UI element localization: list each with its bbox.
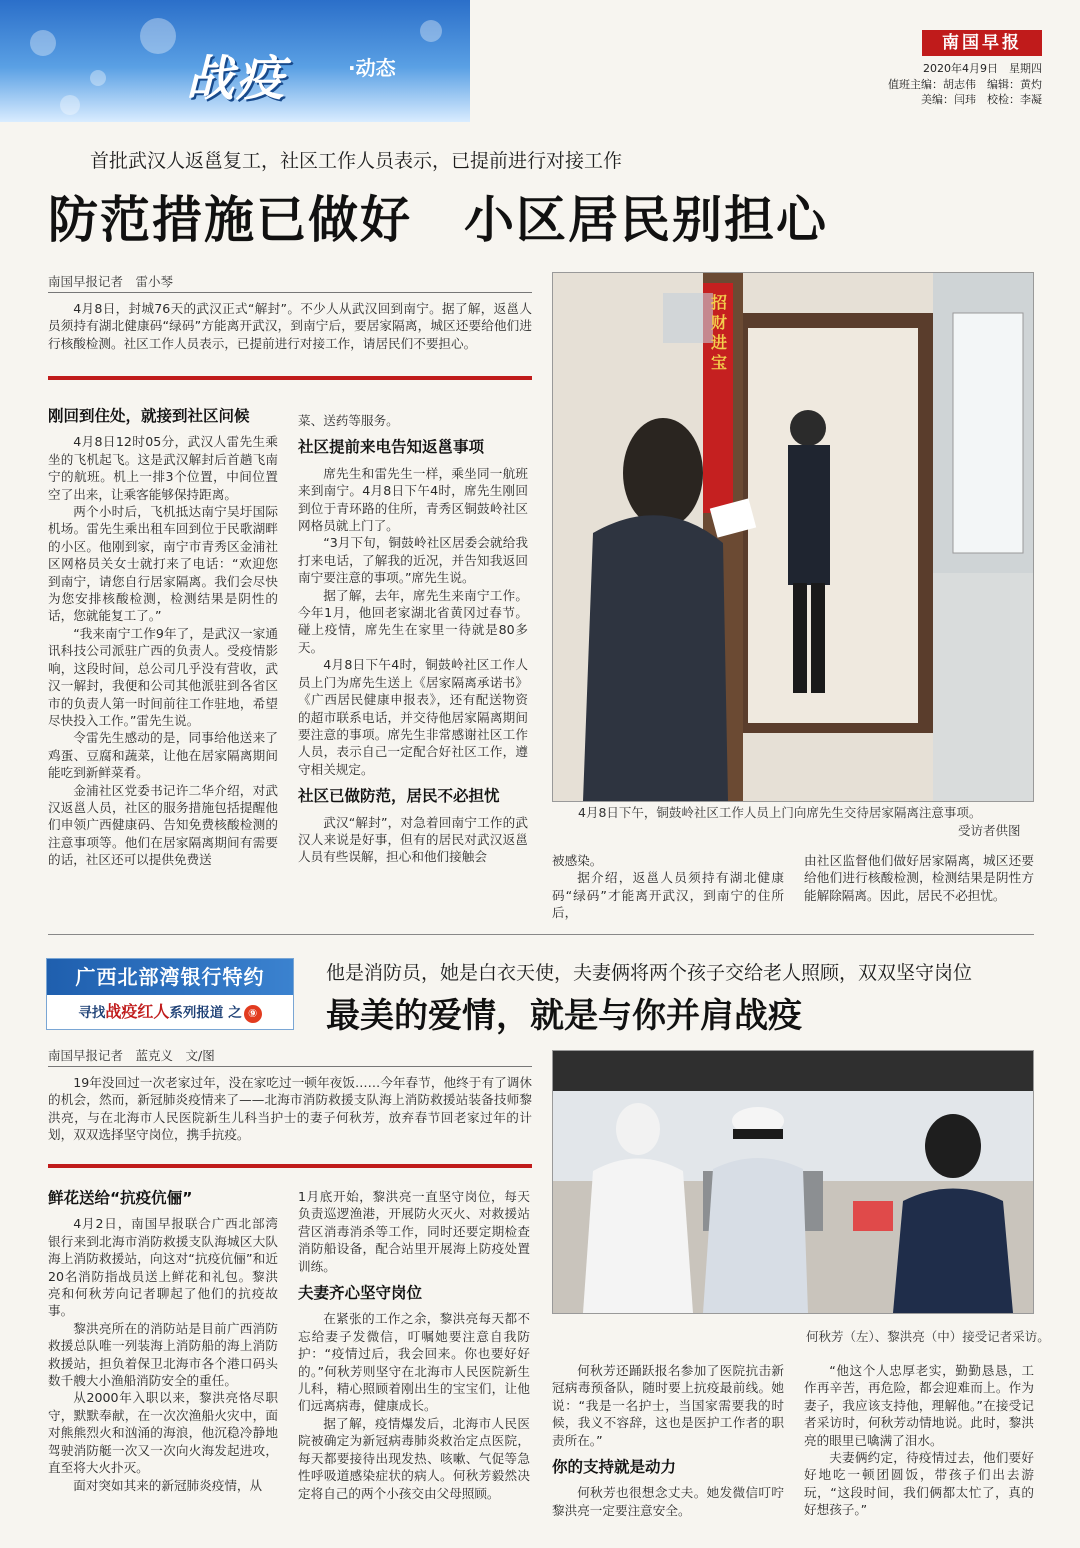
section-red-rule xyxy=(48,1164,532,1168)
section-title: 战疫 xyxy=(186,51,287,107)
paragraph: 从2000年入职以来，黎洪亮恪尽职守，默默奉献，在一次次渔船火灾中，面对熊熊烈火和汹涌的海浪，他沉稳冷静地驾驶消防艇一次又一次向火海发起进攻，直至将大火扑灭。 xyxy=(48,1390,278,1476)
article2-column-2 xyxy=(298,1188,530,1502)
paragraph: 何秋芳还踊跃报名参加了医院抗击新冠病毒预备队，随时要上抗疫最前线。她说：“我是一名护士，当国家需要我的时候，我义不容辞，这也是医护工作者的职责所在。” xyxy=(552,1363,784,1448)
article2-photo xyxy=(552,1050,1034,1314)
paragraph: 金浦社区党委书记许二华介绍，对武汉返邕人员，社区的服务措施包括提醒他们申领广西健康码、告知免费核酸检测的注意事项等。他们在居家隔离期间有需要的话，社区还可以提供免费送 xyxy=(48,782,278,868)
paragraph: 令雷先生感动的是，同事给他送来了鸡蛋、豆腐和蔬菜，让他在居家隔离期间能吃到新鲜菜肴。 xyxy=(48,730,278,781)
paragraph: 据了解，去年，席先生来南宁工作。今年1月，他回老家湖北省黄冈过春节。碰上疫情，席先生在家里一待就是80多天。 xyxy=(298,587,528,655)
article2-column-3 xyxy=(552,1362,784,1519)
paragraph: 由社区监督他们做好居家隔离，城区还要给他们进行核酸检测，检测结果是阴性方能解除隔离。因此，居民不必担忧。 xyxy=(804,853,1034,903)
article1-photo-credit: 受访者供图 xyxy=(958,823,1021,838)
lead-paragraph: 19年没回过一次老家过年，没在家吃过一顿年夜饭……今年春节，他终于有了调休的机会，然而，新冠肺炎疫情来了——北海市消防救援支队海上消防救援站装备技师黎洪亮，与在北海市人民医院新生儿科当护士的妻子何秋芳，放弃春节回老家过年的计划，双双选择坚守岗位，携手抗疫。 xyxy=(48,1075,532,1143)
article2-deck: 他是消防员，她是白衣天使，夫妻俩将两个孩子交给老人照顾，双双坚守岗位 xyxy=(326,962,973,984)
paragraph: 据了解，疫情爆发后，北海市人民医院被确定为新冠病毒肺炎救治定点医院，每天都要接待出现发热、咳嗽、气促等急性呼吸道感染症状的病人。何秋芳毅然决定将自己的两个小孩交由父母照顾。 xyxy=(298,1415,530,1501)
photo-illustration xyxy=(553,1051,1033,1313)
sponsor-box xyxy=(46,958,294,1030)
series-suffix: 系列报道 xyxy=(169,1005,224,1021)
series-prefix: 寻找 xyxy=(78,1005,106,1021)
paragraph: 武汉“解封”，对急着回南宁工作的武汉人来说是好事，但有的居民对武汉返邕人员有些误解，担心和他们接触会 xyxy=(298,814,528,865)
series-number: ⑨ xyxy=(244,1005,262,1023)
paragraph: 被感染。 xyxy=(552,853,603,868)
byline-divider xyxy=(48,292,532,293)
article1-photo-caption: 4月8日下午，铜鼓岭社区工作人员上门向席先生交待居家隔离注意事项。 xyxy=(578,805,982,820)
photo-illustration xyxy=(553,273,1033,801)
editor-credits: 值班主编：胡志伟 编辑：黄灼 xyxy=(888,78,1042,91)
paragraph: 席先生和雷先生一样，乘坐同一航班来到南宁。4月8日下午4时，席先生刚回到位于青环路的住所，青秀区铜鼓岭社区网格员就上门了。 xyxy=(298,465,528,534)
article1-deck: 首批武汉人返邕复工，社区工作人员表示，已提前进行对接工作 xyxy=(90,150,623,172)
paper-logo: 南国早报 xyxy=(922,30,1042,56)
article1-photo xyxy=(552,272,1034,802)
door-couplet: 招财进宝 xyxy=(711,293,728,372)
art-credits: 美编：闫玮 校检：李凝 xyxy=(921,93,1042,106)
series-of: 之 xyxy=(228,1005,242,1021)
article2-lead xyxy=(48,1074,532,1144)
series-highlight: 战疫红人 xyxy=(105,1002,170,1021)
paragraph: 4月2日，南国早报联合广西北部湾银行来到北海市消防救援支队海城区大队海上消防救援站，向这对“抗疫伉俪”和近20名消防指战员送上鲜花和礼包。黎洪亮和何秋芳向记者聊起了他们的抗疫故事。 xyxy=(48,1216,278,1319)
article2-headline: 最美的爱情，就是与你并肩战疫 xyxy=(326,996,802,1036)
subheading: 鲜花送给“抗疫伉俪” xyxy=(48,1189,193,1207)
article1-byline: 南国早报记者 雷小琴 xyxy=(48,274,174,289)
paragraph: 夫妻俩约定，待疫情过去，他们要好好地吃一顿团圆饭，带孩子们出去游玩，“这段时间，我们俩都太忙了，真的好想孩子。” xyxy=(804,1450,1034,1518)
subheading: 你的支持就是动力 xyxy=(552,1458,677,1477)
paragraph: “3月下旬，铜鼓岭社区居委会就给我打来电话，了解我的近况，并告知我返回南宁要注意的事项。”席先生说。 xyxy=(298,535,528,586)
subheading: 夫妻齐心坚守岗位 xyxy=(298,1284,423,1303)
paragraph: 何秋芳也很想念丈夫。她发微信叮咛黎洪亮一定要注意安全。 xyxy=(552,1485,784,1518)
series-label xyxy=(47,999,293,1023)
subheading: 刚回到住处，就接到社区问候 xyxy=(48,407,250,425)
paragraph: 1月底开始，黎洪亮一直坚守岗位，每天负责巡逻渔港，开展防火灭火、对救援站营区消毒消杀等工作，同时还要定期检查消防船设备，配合站里开展海上防疫处置训练。 xyxy=(298,1189,530,1274)
paragraph: 据介绍，返邕人员须持有湖北健康码“绿码”才能离开武汉，到南宁的住所后， xyxy=(552,870,784,921)
paragraph: 4月8日12时05分，武汉人雷先生乘坐的飞机起飞。这是武汉解封后首趟飞南宁的航班。机上一排3个位置，中间位置空了出来，让乘客能够保持距离。 xyxy=(48,434,278,502)
article2-photo-caption: 何秋芳（左）、黎洪亮（中）接受记者采访。 xyxy=(806,1329,1050,1344)
paragraph: 菜、送药等服务。 xyxy=(298,413,399,428)
subheading: 社区提前来电告知返邕事项 xyxy=(298,438,485,457)
section-red-rule xyxy=(48,376,532,380)
paragraph: 4月8日下午4时，铜鼓岭社区工作人员上门为席先生送上《居家隔离承诺书》《广西居民健康申报表》，还有配送物资的超市联系电话，并交待他居家隔离期间要注意的事项。席先生非常感谢社区工作人员，表示自己一定配合好社区工作，遵守相关规定。 xyxy=(298,657,528,777)
article1-column-2 xyxy=(298,412,528,866)
lead-paragraph: 4月8日，封城76天的武汉正式“解封”。不少人从武汉回到南宁。据了解，返邕人员须持有湖北健康码“绿码”方能离开武汉，到南宁后，要居家隔离，城区还要给他们进行核酸检测。社区工作人员表示，已提前进行对接工作，请居民们不要担心。 xyxy=(48,301,532,351)
paragraph: 黎洪亮所在的消防站是目前广西消防救援总队唯一列装海上消防船的海上消防救援站，担负着保卫北海市各个港口码头数千艘大小渔船消防安全的重任。 xyxy=(48,1320,278,1389)
paragraph: 两个小时后，飞机抵达南宁吴圩国际机场。雷先生乘出租车回到位于民歌湖畔的小区。他刚到家，南宁市青秀区金浦社区网格员关女士就打来了电话：“欢迎您到南宁，请您自行居家隔离。我们会尽快为您安排核酸检测，检测结果是阴性的话，您就能复工了。” xyxy=(48,504,278,624)
issue-date: 2020年4月9日 星期四 xyxy=(923,62,1042,75)
paragraph: “我来南宁工作9年了，是武汉一家通讯科技公司派驻广西的负责人。受疫情影响，这段时间，总公司几乎没有营收，武汉一解封，我便和公司其他派驻到各省区市的负责人第一时间前往工作驻地，希望尽快投入工作。”雷先生说。 xyxy=(48,625,278,728)
paragraph: 面对突如其来的新冠肺炎疫情，从 xyxy=(73,1477,263,1493)
article1-column-1 xyxy=(48,408,278,869)
article2-column-1 xyxy=(48,1190,278,1494)
article1-column-4 xyxy=(804,852,1034,904)
article1-column-3 xyxy=(552,852,784,922)
article2-byline: 南国早报记者 蓝克义 文/图 xyxy=(48,1048,215,1063)
sponsor-line: 广西北部湾银行特约 xyxy=(47,959,293,995)
subheading: 社区已做防范，居民不必担忧 xyxy=(298,787,500,806)
article1-lead xyxy=(48,300,532,352)
section-subtitle: ·动态 xyxy=(348,56,396,80)
article-separator xyxy=(48,934,1034,935)
paragraph: 在紧张的工作之余，黎洪亮每天都不忘给妻子发微信，叮嘱她要注意自我防护：“疫情过后，我会回来。你也要好好的。”何秋芳则坚守在北海市人民医院新生儿科，精心照顾着刚出生的宝宝们，让他们远离病毒，健康成长。 xyxy=(298,1311,530,1414)
paragraph: “他这个人忠厚老实，勤勤恳恳，工作再辛苦，再危险，都会迎难而上。作为妻子，我应该支持他，理解他。”在接受记者采访时，何秋芳动情地说。此时，黎洪亮的眼里已噙满了泪水。 xyxy=(804,1363,1034,1448)
article2-column-4 xyxy=(804,1362,1034,1519)
article1-headline: 防范措施已做好 小区居民别担心 xyxy=(48,191,828,249)
byline-divider xyxy=(48,1066,532,1067)
